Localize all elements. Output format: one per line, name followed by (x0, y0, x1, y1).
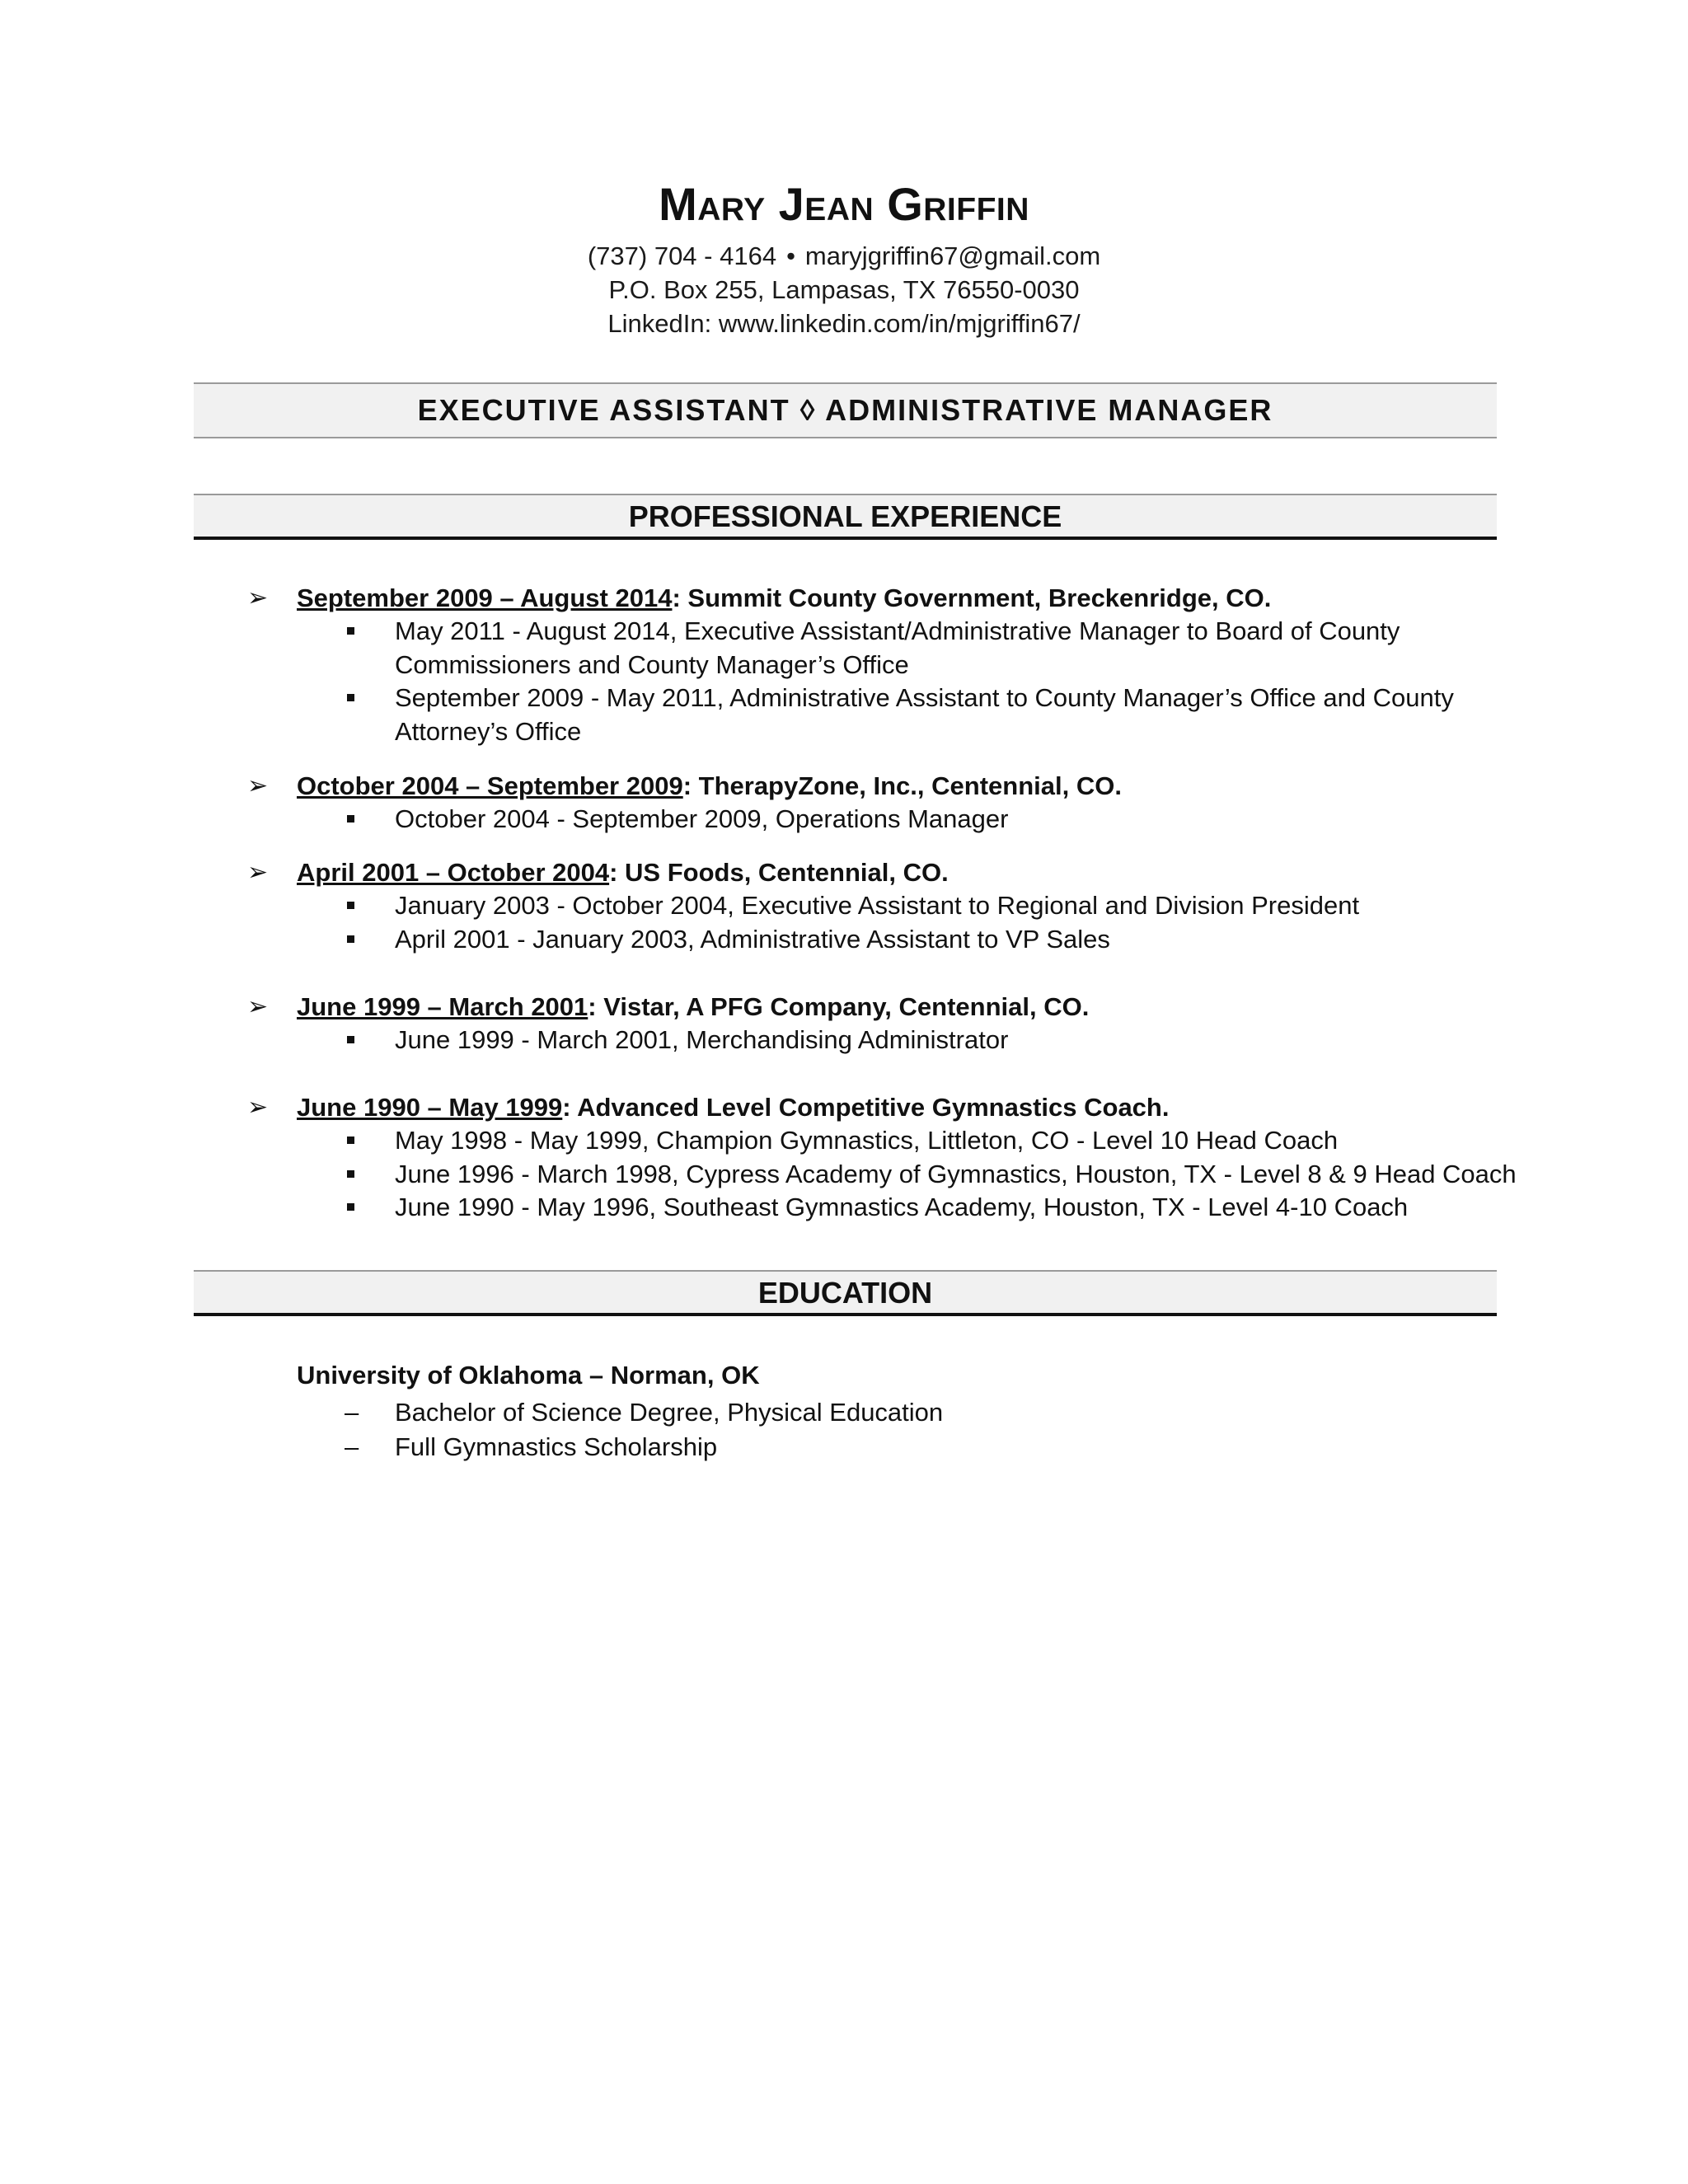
role-text: June 1999 - March 2001, Merchandising Administrator (395, 1025, 1009, 1054)
contact-line-phone-email (0, 240, 1688, 273)
candidate-name: Mary Jean Griffin (659, 178, 1029, 230)
job-heading (247, 770, 1533, 803)
role-item (247, 615, 1533, 682)
role-list (247, 615, 1533, 748)
arrow-bullet-icon: ➢ (247, 584, 269, 612)
role-text: May 2011 - August 2014, Executive Assistant/Administrative Manager to Board of County Commissioners and County Manager’s Office (395, 616, 1400, 679)
education-details (297, 1395, 1451, 1465)
square-bullet-icon (347, 1203, 354, 1211)
role-item (247, 1024, 1533, 1057)
role-text: May 1998 - May 1999, Champion Gymnastics, Littleton, CO - Level 10 Head Coach (395, 1126, 1339, 1155)
job-entry (247, 991, 1533, 1057)
email-address: maryjgriffin67@gmail.com (804, 241, 1101, 270)
role-text: June 1990 - May 1996, Southeast Gymnastics Academy, Houston, TX - Level 4-10 Coach (395, 1193, 1409, 1221)
job-heading (247, 1091, 1533, 1124)
education-item-text: Bachelor of Science Degree, Physical Education (395, 1398, 944, 1427)
job-heading (247, 991, 1533, 1024)
job-entry (247, 856, 1533, 956)
job-entry (247, 1091, 1533, 1225)
arrow-bullet-icon: ➢ (247, 1094, 269, 1121)
phone-number: (737) 704 - 4164 (587, 241, 777, 270)
job-employer: : US Foods, Centennial, CO. (609, 858, 949, 887)
education-item (297, 1430, 1451, 1465)
job-entry (247, 582, 1533, 748)
education-item-text: Full Gymnastics Scholarship (395, 1432, 718, 1461)
dash-bullet-icon: – (345, 1432, 359, 1461)
education-item (297, 1395, 1451, 1430)
headline-banner: EXECUTIVE ASSISTANT ◊ ADMINISTRATIVE MANAGER (194, 382, 1497, 438)
role-text: September 2009 - May 2011, Administrative Assistant to County Manager’s Office and County Attorney’s Office (395, 683, 1454, 746)
role-list (247, 803, 1533, 837)
role-item (247, 889, 1533, 923)
role-list (247, 889, 1533, 956)
role-text: June 1996 - March 1998, Cypress Academy of Gymnastics, Houston, TX - Level 8 & 9 Head Coach (395, 1159, 1517, 1188)
role-item (247, 1191, 1533, 1225)
job-employer: : TherapyZone, Inc., Centennial, CO. (682, 771, 1122, 800)
job-dates: April 2001 – October 2004 (297, 858, 610, 887)
section-title-experience: PROFESSIONAL EXPERIENCE (194, 494, 1497, 540)
square-bullet-icon (347, 694, 354, 701)
role-item (247, 803, 1533, 837)
role-item (247, 1158, 1533, 1192)
job-entry (247, 770, 1533, 837)
role-text: October 2004 - September 2009, Operations Manager (395, 804, 1009, 833)
square-bullet-icon (347, 1170, 354, 1178)
dash-bullet-icon: – (345, 1398, 359, 1427)
square-bullet-icon (347, 815, 354, 823)
school-name: University of Oklahoma – Norman, OK (297, 1361, 760, 1390)
bullet-separator: • (786, 241, 795, 270)
square-bullet-icon (347, 935, 354, 943)
job-employer: : Vistar, A PFG Company, Centennial, CO. (588, 992, 1090, 1021)
job-heading (247, 582, 1533, 615)
education-entry (297, 1359, 1451, 1465)
role-text: April 2001 - January 2003, Administrative Assistant to VP Sales (395, 924, 1110, 954)
arrow-bullet-icon: ➢ (247, 993, 269, 1020)
role-item (247, 682, 1533, 748)
job-employer: : Summit County Government, Breckenridge, CO. (672, 583, 1272, 612)
role-list (247, 1024, 1533, 1057)
role-list (247, 1124, 1533, 1225)
job-employer: : Advanced Level Competitive Gymnastics Coach. (562, 1093, 1170, 1122)
section-title-education: EDUCATION (194, 1270, 1497, 1316)
role-text: January 2003 - October 2004, Executive Assistant to Regional and Division President (395, 891, 1360, 920)
job-dates: June 1999 – March 2001 (297, 992, 588, 1021)
arrow-bullet-icon: ➢ (247, 859, 269, 886)
square-bullet-icon (347, 902, 354, 909)
linkedin-url: LinkedIn: www.linkedin.com/in/mjgriffin67/ (607, 309, 1081, 338)
mailing-address: P.O. Box 255, Lampasas, TX 76550-0030 (608, 275, 1080, 304)
job-dates: September 2009 – August 2014 (297, 583, 673, 612)
job-dates: October 2004 – September 2009 (297, 771, 683, 800)
role-item (247, 1124, 1533, 1158)
square-bullet-icon (347, 627, 354, 635)
job-dates: June 1990 – May 1999 (297, 1093, 563, 1122)
square-bullet-icon (347, 1137, 354, 1144)
square-bullet-icon (347, 1036, 354, 1043)
arrow-bullet-icon: ➢ (247, 772, 269, 799)
role-item (247, 923, 1533, 957)
job-heading (247, 856, 1533, 889)
